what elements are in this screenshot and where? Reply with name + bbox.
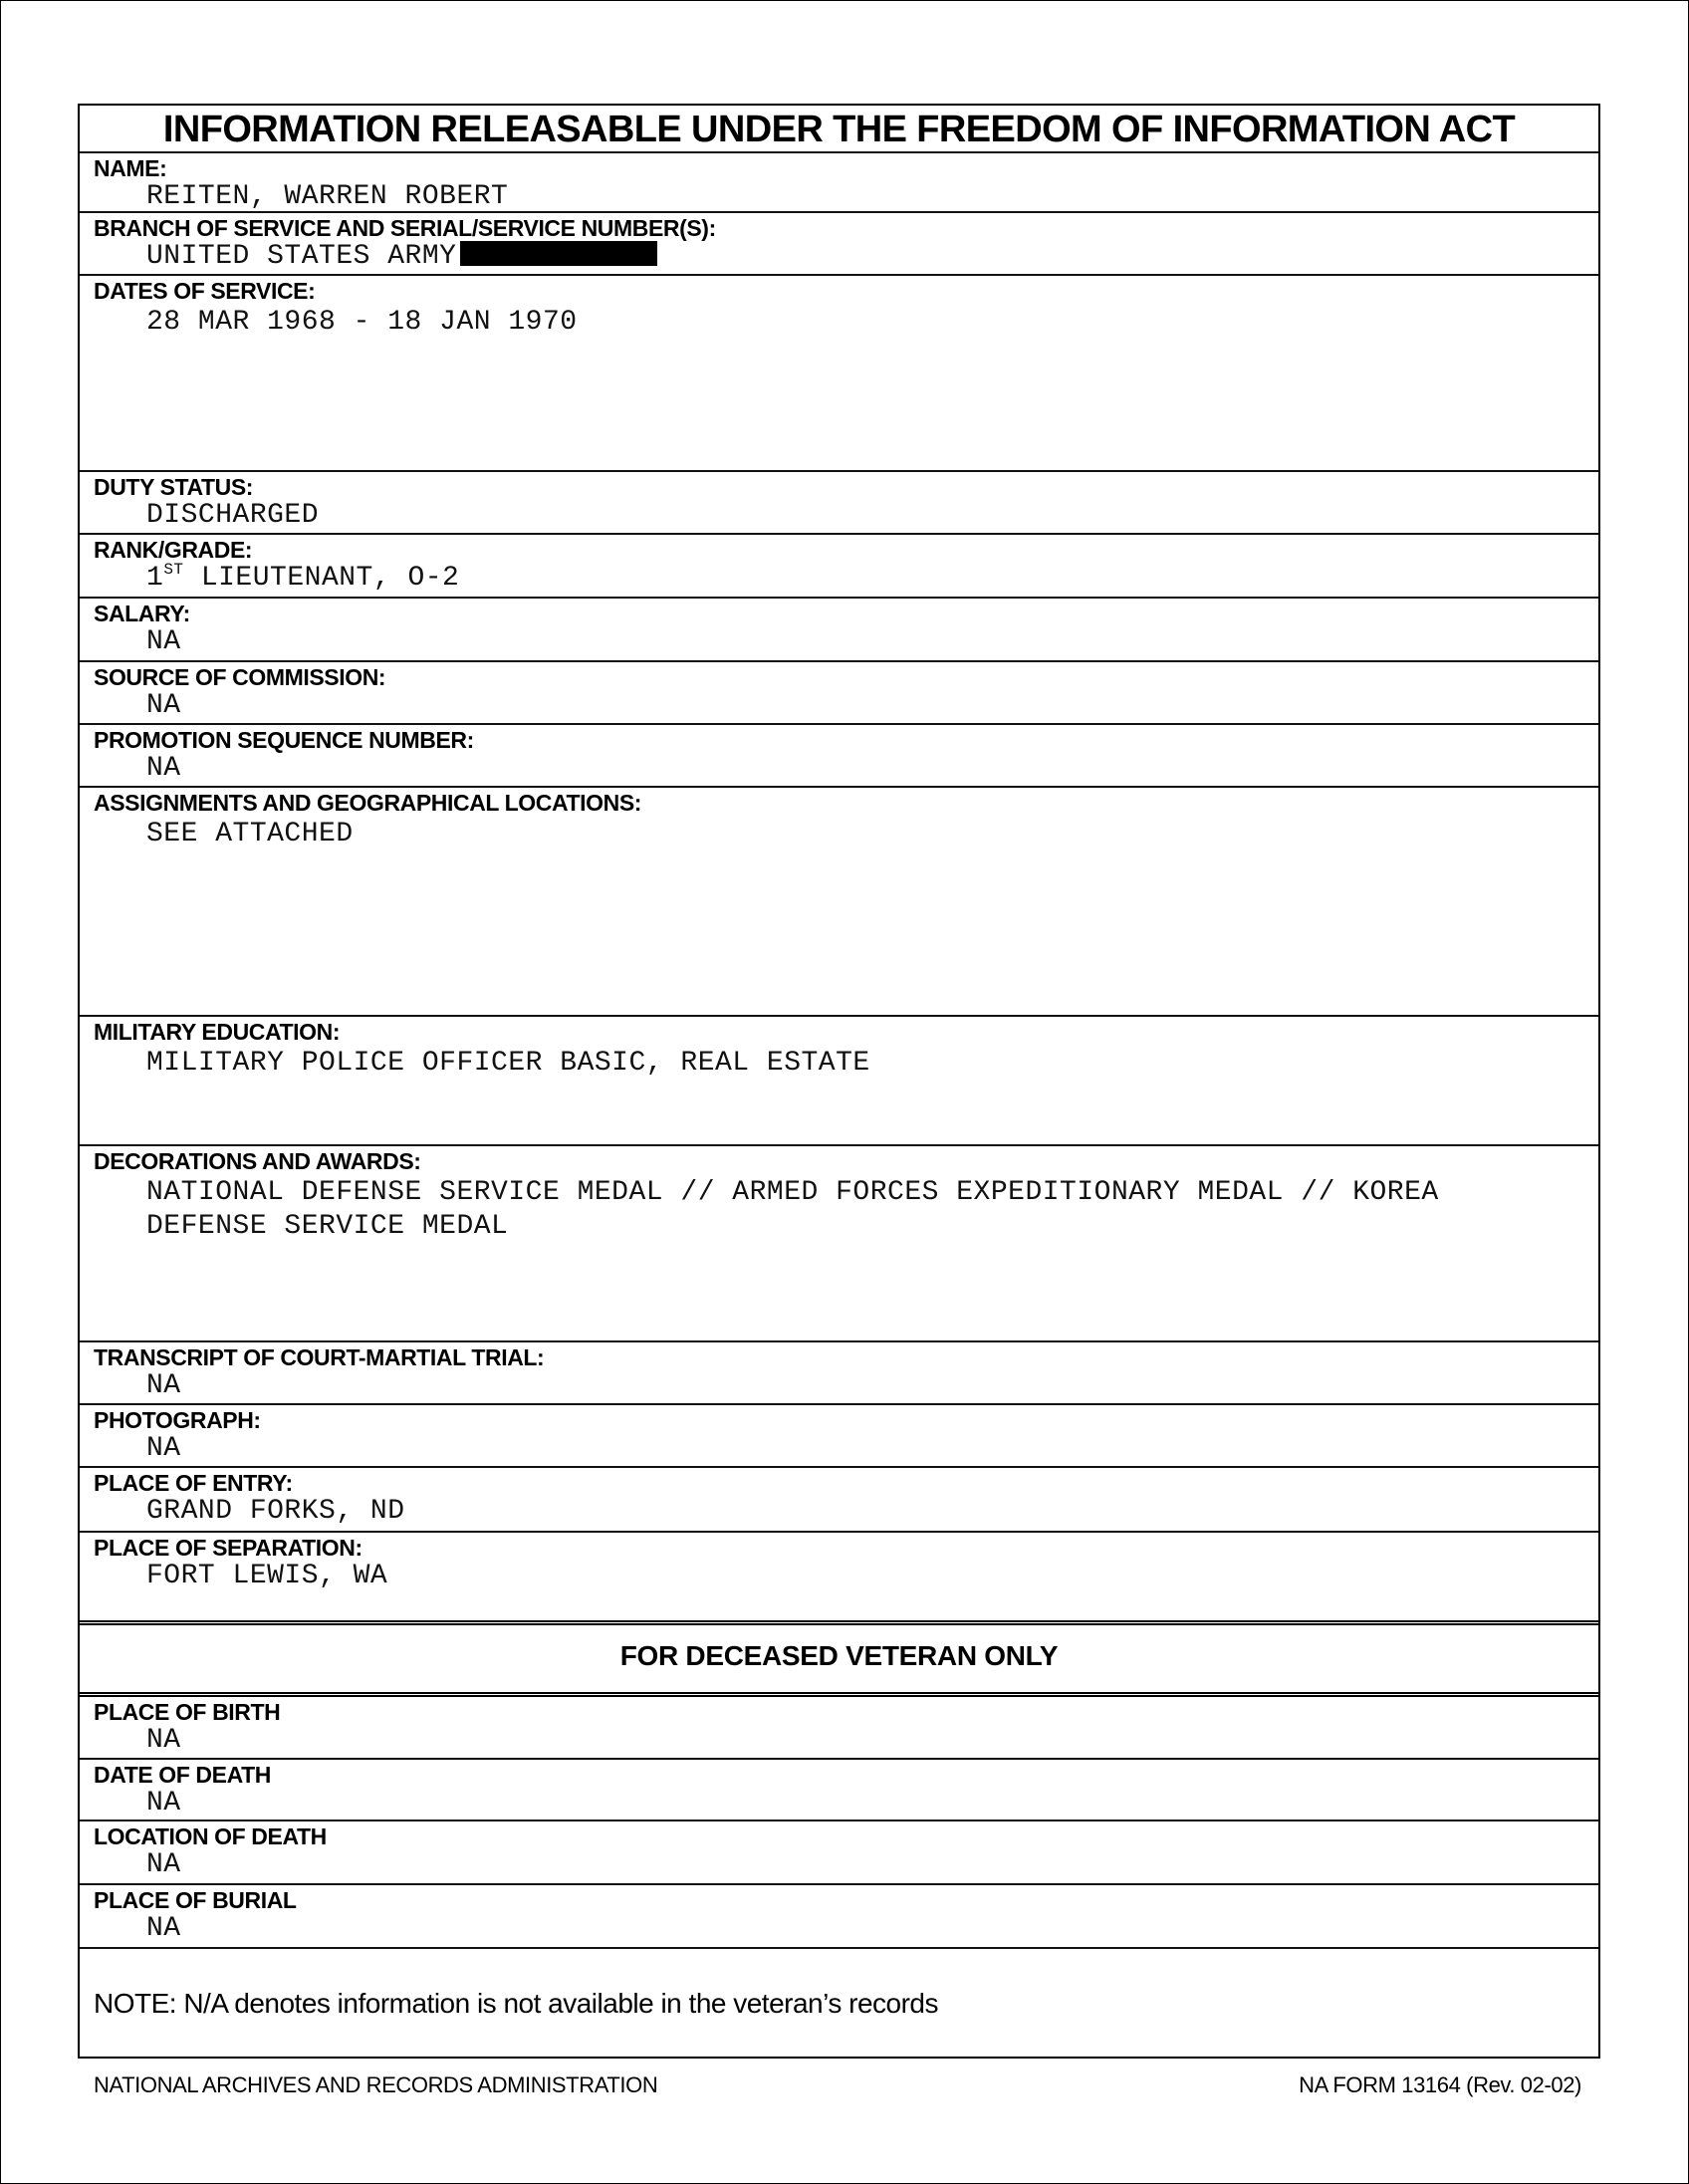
branch-value: UNITED STATES ARMY bbox=[146, 241, 457, 272]
field-label: MILITARY EDUCATION: bbox=[94, 1019, 341, 1045]
field-place-of-entry bbox=[80, 1466, 1598, 1533]
field-label: BRANCH OF SERVICE AND SERIAL/SERVICE NUMBER(S): bbox=[94, 215, 716, 241]
field-place-of-birth bbox=[80, 1692, 1598, 1758]
field-location-of-death bbox=[80, 1820, 1598, 1885]
field-label: DUTY STATUS: bbox=[94, 474, 254, 500]
field-decorations-awards bbox=[80, 1144, 1598, 1342]
field-value: NA bbox=[146, 1433, 181, 1464]
field-value: NATIONAL DEFENSE SERVICE MEDAL // ARMED FORCES EXPEDITIONARY MEDAL // KOREA DEFENSE SERVICE MEDAL bbox=[146, 1177, 1457, 1242]
deceased-header-text: FOR DECEASED VETERAN ONLY bbox=[619, 1640, 1059, 1671]
field-label: ASSIGNMENTS AND GEOGRAPHICAL LOCATIONS: bbox=[94, 790, 642, 816]
field-label: NAME: bbox=[94, 155, 167, 181]
field-court-martial-transcript bbox=[80, 1340, 1598, 1405]
field-value: NA bbox=[146, 626, 181, 657]
field-value bbox=[146, 240, 1559, 274]
form-title: INFORMATION RELEASABLE UNDER THE FREEDOM OF INFORMATION ACT bbox=[162, 109, 1516, 150]
field-label: PLACE OF ENTRY: bbox=[94, 1470, 293, 1496]
field-value: NA bbox=[146, 690, 181, 721]
footer-form-number: NA FORM 13164 (Rev. 02-02) bbox=[1299, 2072, 1581, 2097]
field-label: PHOTOGRAPH: bbox=[94, 1407, 261, 1433]
field-value: NA bbox=[146, 1725, 181, 1756]
field-assignments bbox=[80, 786, 1598, 1017]
field-rank-grade bbox=[80, 533, 1598, 599]
field-value: 28 MAR 1968 - 18 JAN 1970 bbox=[146, 307, 578, 338]
rank-ordinal-suffix: ST bbox=[163, 561, 184, 579]
field-label: DECORATIONS AND AWARDS: bbox=[94, 1148, 421, 1174]
field-label: SOURCE OF COMMISSION: bbox=[94, 664, 386, 690]
note-section bbox=[80, 1947, 1598, 2057]
field-value bbox=[146, 562, 1559, 596]
field-promotion-sequence-number bbox=[80, 723, 1598, 788]
field-duty-status bbox=[80, 470, 1598, 535]
field-label: LOCATION OF DEATH bbox=[94, 1823, 327, 1849]
deceased-section-header bbox=[80, 1620, 1598, 1696]
field-name bbox=[80, 151, 1598, 213]
field-label: PLACE OF BIRTH bbox=[94, 1699, 281, 1725]
field-value: GRAND FORKS, ND bbox=[146, 1496, 405, 1527]
note-text: NOTE: N/A denotes information is not available in the veteran’s records bbox=[94, 1988, 938, 2019]
field-dates-of-service bbox=[80, 274, 1598, 472]
field-date-of-death bbox=[80, 1758, 1598, 1821]
footer-agency: NATIONAL ARCHIVES AND RECORDS ADMINISTRATION bbox=[94, 2072, 658, 2097]
field-value: REITEN, WARREN ROBERT bbox=[146, 181, 509, 212]
field-label: DATE OF DEATH bbox=[94, 1762, 271, 1788]
field-photograph bbox=[80, 1403, 1598, 1468]
foia-release-form bbox=[78, 104, 1600, 2059]
field-label: DATES OF SERVICE: bbox=[94, 278, 316, 304]
field-place-of-separation bbox=[80, 1531, 1598, 1622]
field-value: SEE ATTACHED bbox=[146, 819, 354, 849]
field-value: FORT LEWIS, WA bbox=[146, 1561, 388, 1591]
field-value: DISCHARGED bbox=[146, 500, 320, 531]
form-title-row bbox=[80, 106, 1598, 153]
field-label: PLACE OF BURIAL bbox=[94, 1887, 297, 1913]
field-value: NA bbox=[146, 1370, 181, 1401]
field-military-education bbox=[80, 1015, 1598, 1146]
field-value: MILITARY POLICE OFFICER BASIC, REAL ESTATE bbox=[146, 1048, 870, 1079]
field-value: NA bbox=[146, 753, 181, 784]
field-label: TRANSCRIPT OF COURT-MARTIAL TRIAL: bbox=[94, 1344, 545, 1370]
rank-title: LIEUTENANT, O-2 bbox=[183, 563, 460, 594]
field-label: SALARY: bbox=[94, 601, 190, 626]
field-salary bbox=[80, 597, 1598, 662]
field-label: RANK/GRADE: bbox=[94, 537, 253, 563]
serial-number-redaction bbox=[460, 241, 657, 266]
field-label: PROMOTION SEQUENCE NUMBER: bbox=[94, 727, 474, 753]
field-value: NA bbox=[146, 1849, 181, 1880]
field-label: PLACE OF SEPARATION: bbox=[94, 1535, 362, 1561]
field-value: NA bbox=[146, 1913, 181, 1944]
field-place-of-burial bbox=[80, 1883, 1598, 1949]
rank-ordinal: 1 bbox=[146, 563, 164, 594]
field-branch-serial bbox=[80, 211, 1598, 276]
field-value: NA bbox=[146, 1788, 181, 1819]
field-source-of-commission bbox=[80, 660, 1598, 725]
